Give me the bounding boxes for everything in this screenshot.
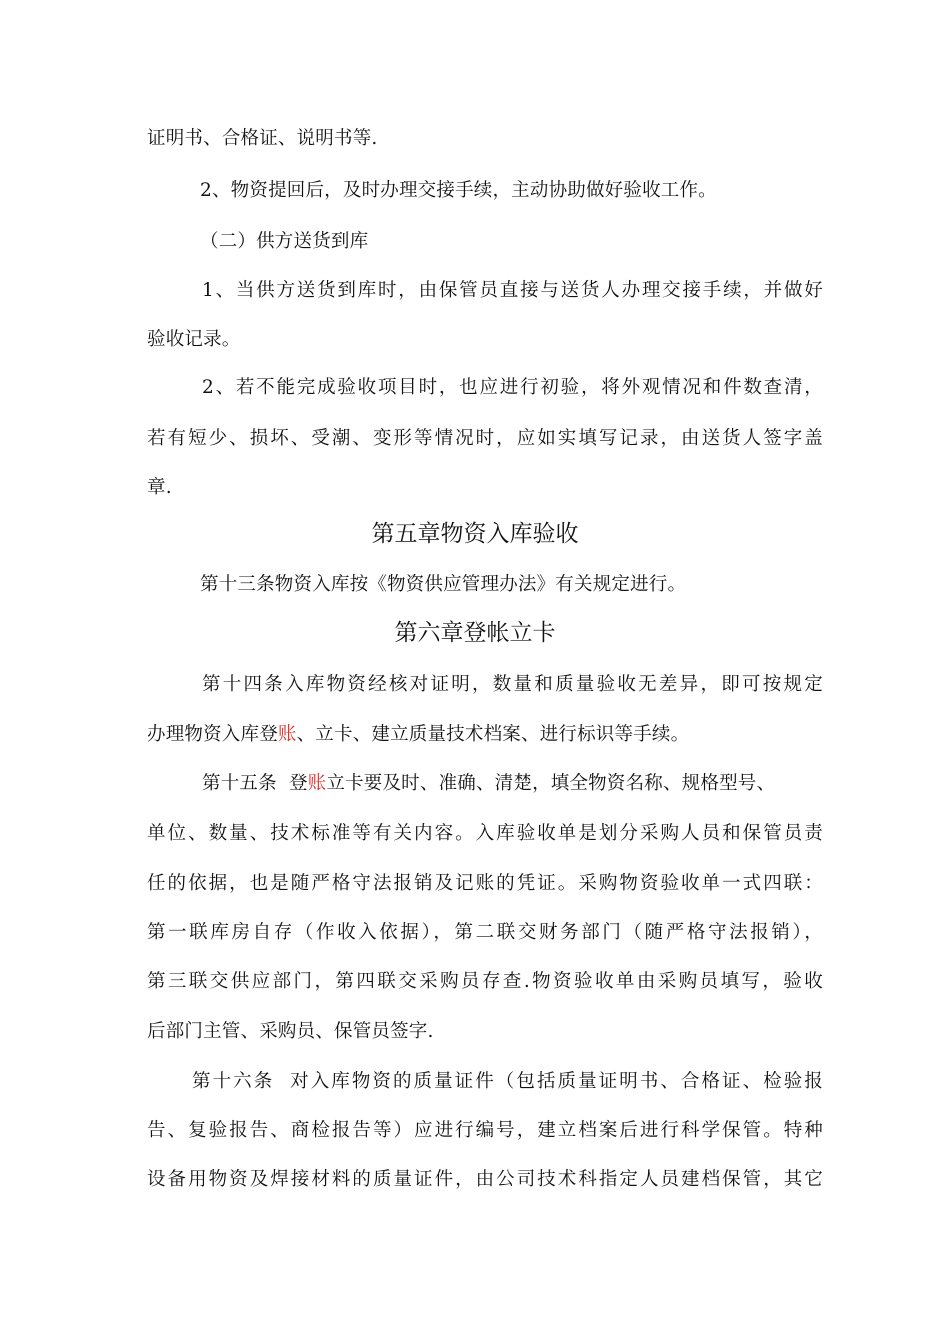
paragraph-line: 2、物资提回后，及时办理交接手续，主动协助做好验收工作。: [200, 180, 717, 201]
text-run: 第十五条 登: [202, 773, 308, 794]
paragraph-line: 第十六条 对入库物资的质量证件（包括质量证明书、合格证、检验报: [192, 1071, 823, 1092]
text-run: 办理物资入库登: [147, 724, 278, 745]
paragraph-line: 第十四条入库物资经核对证明，数量和质量验收无差异，即可按规定: [202, 674, 823, 695]
paragraph-line: 证明书、合格证、说明书等.: [147, 128, 378, 149]
text-run: 、立卡、建立质量技术档案、进行标识等手续。: [296, 724, 690, 745]
paragraph-line: 若有短少、损坏、受潮、变形等情况时，应如实填写记录，由送货人签字盖: [147, 428, 823, 449]
paragraph-line: 第一联库房自存（作收入依据），第二联交财务部门（随严格守法报销），: [147, 922, 823, 943]
highlighted-character: 账: [307, 773, 327, 794]
section-subheading: （二）供方送货到库: [200, 231, 369, 252]
paragraph-line: [147, 720, 823, 750]
chapter-heading-6: 第六章登帐立卡: [394, 620, 556, 646]
paragraph-line: 第三联交供应部门，第四联交采购员存查.物资验收单由采购员填写，验收: [147, 971, 823, 992]
paragraph-line: 2、若不能完成验收项目时，也应进行初验，将外观情况和件数查清，: [202, 377, 823, 398]
highlighted-character: 账: [277, 724, 297, 745]
paragraph-line: 验收记录。: [147, 329, 241, 350]
paragraph-line: 后部门主管、采购员、保管员签字.: [147, 1021, 434, 1042]
paragraph-line: 章.: [147, 477, 172, 498]
chapter-heading-5: 第五章物资入库验收: [371, 521, 579, 547]
paragraph-line: 单位、数量、技术标准等有关内容。入库验收单是划分采购人员和保管员责: [147, 823, 823, 844]
text-run: 立卡要及时、准确、清楚，填全物资名称、规格型号、: [326, 773, 776, 794]
paragraph-line: 第十三条物资入库按《物资供应管理办法》有关规定进行。: [200, 574, 687, 595]
paragraph-line: 设备用物资及焊接材料的质量证件，由公司技术科指定人员建档保管，其它: [147, 1169, 823, 1190]
paragraph-line: 1、当供方送货到库时，由保管员直接与送货人办理交接手续，并做好: [202, 280, 823, 301]
paragraph-line: [202, 769, 823, 799]
paragraph-line: 任的依据，也是随严格守法报销及记账的凭证。采购物资验收单一式四联：: [147, 873, 823, 894]
paragraph-line: 告、复验报告、商检报告等）应进行编号，建立档案后进行科学保管。特种: [147, 1120, 823, 1141]
